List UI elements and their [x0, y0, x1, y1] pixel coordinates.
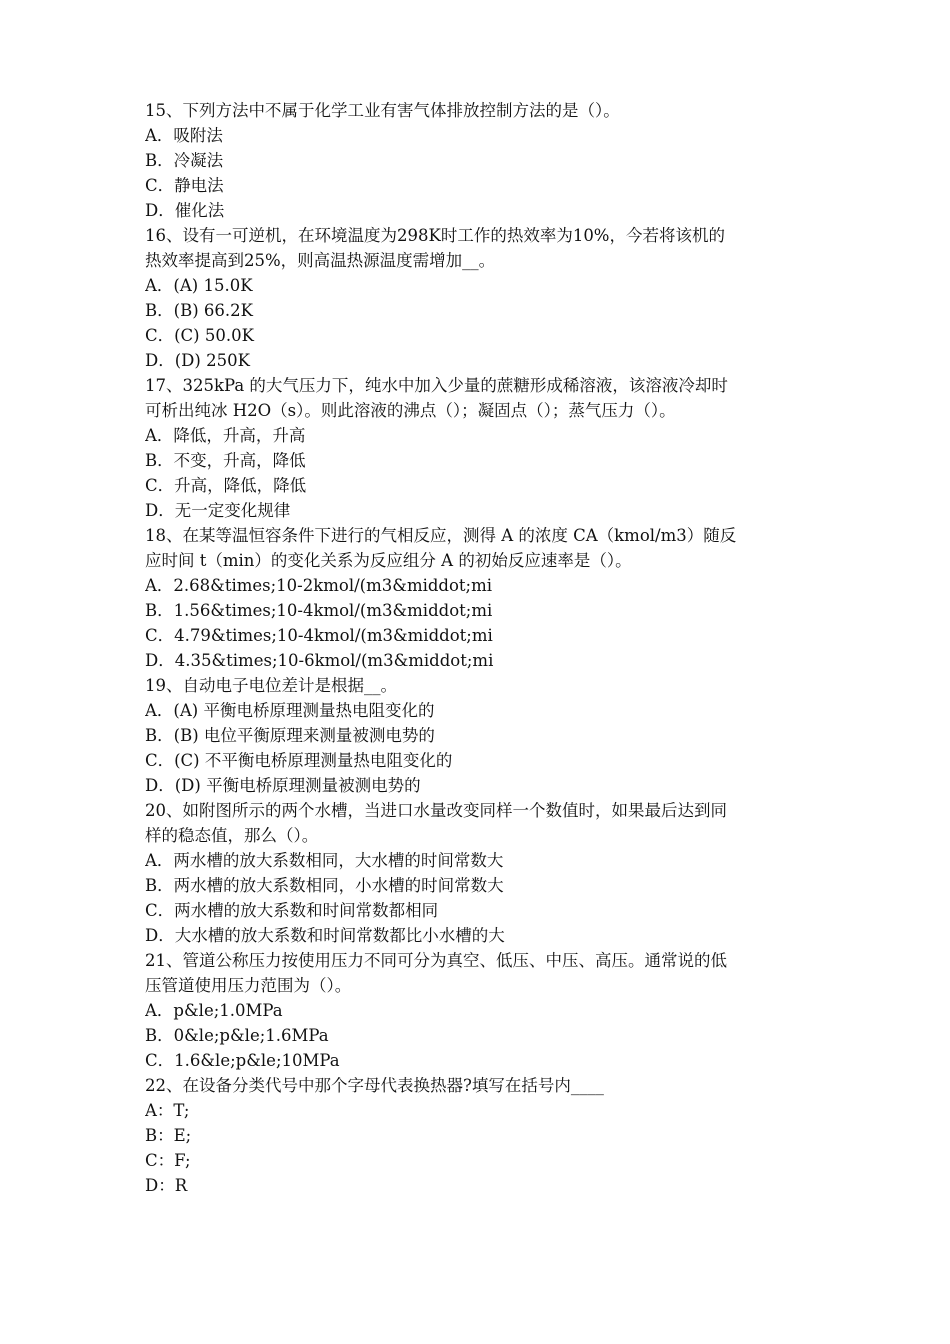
text-line: B：E;	[145, 1126, 192, 1145]
text-line: 样的稳态值，那么（）。	[145, 826, 319, 845]
text-line: D．无一定变化规律	[145, 501, 291, 520]
text-line: 15、下列方法中不属于化学工业有害气体排放控制方法的是（）。	[145, 101, 620, 120]
text-line: B．冷凝法	[145, 151, 224, 170]
text-line: B．1.56&times;10-4kmol/(m3&middot;mi	[145, 601, 493, 620]
text-line: C．(C) 不平衡电桥原理测量热电阻变化的	[145, 751, 453, 770]
text-line: A．两水槽的放大系数相同，大水槽的时间常数大	[145, 851, 504, 870]
text-line: C．静电法	[145, 176, 224, 195]
text-line: 可析出纯冰 H2O（s）。则此溶液的沸点（）；凝固点（）；蒸气压力（）。	[145, 401, 676, 420]
text-line: D：R	[145, 1176, 188, 1195]
text-line: 22、在设备分类代号中那个字母代表换热器?填写在括号内____	[145, 1076, 604, 1095]
text-line: D．(D) 250K	[145, 351, 250, 370]
text-line: 热效率提高到25%，则高温热源温度需增加__。	[145, 251, 496, 270]
text-line: B．(B) 66.2K	[145, 301, 253, 320]
text-line: 应时间 t（min）的变化关系为反应组分 A 的初始反应速率是（）。	[145, 551, 632, 570]
text-line: D．催化法	[145, 201, 225, 220]
document-body	[145, 98, 820, 1198]
text-line: C．升高，降低，降低	[145, 476, 307, 495]
text-line: 16、设有一可逆机，在环境温度为298K时工作的热效率为10%，今若将该机的	[145, 226, 725, 245]
text-line: A．降低，升高，升高	[145, 426, 306, 445]
text-line: A．(A) 15.0K	[145, 276, 253, 295]
text-line: A．2.68&times;10-2kmol/(m3&middot;mi	[145, 576, 493, 595]
text-line: B．(B) 电位平衡原理来测量被测电势的	[145, 726, 435, 745]
text-line: D．(D) 平衡电桥原理测量被测电势的	[145, 776, 421, 795]
text-line: C．1.6&le;p&le;10MPa	[145, 1051, 340, 1070]
text-line: A．(A) 平衡电桥原理测量热电阻变化的	[145, 701, 435, 720]
text-line: 21、管道公称压力按使用压力不同可分为真空、低压、中压、高压。通常说的低	[145, 951, 727, 970]
text-line: C：F;	[145, 1151, 191, 1170]
text-line: B．0&le;p&le;1.6MPa	[145, 1026, 329, 1045]
text-line: B．不变，升高，降低	[145, 451, 306, 470]
text-line: A．吸附法	[145, 126, 223, 145]
text-line: C．(C) 50.0K	[145, 326, 254, 345]
text-line: B．两水槽的放大系数相同，小水槽的时间常数大	[145, 876, 504, 895]
text-line: D．大水槽的放大系数和时间常数都比小水槽的大	[145, 926, 505, 945]
text-line: A：T;	[145, 1101, 190, 1120]
text-line: 17、325kPa 的大气压力下，纯水中加入少量的蔗糖形成稀溶液，该溶液冷却时	[145, 376, 728, 395]
text-line: 20、如附图所示的两个水槽，当进口水量改变同样一个数值时，如果最后达到同	[145, 801, 727, 820]
text-line: A．p&le;1.0MPa	[145, 1001, 283, 1020]
text-line: 19、自动电子电位差计是根据__。	[145, 676, 397, 695]
text-line: 压管道使用压力范围为（）。	[145, 976, 352, 995]
text-line: D．4.35&times;10-6kmol/(m3&middot;mi	[145, 651, 494, 670]
text-line: 18、在某等温恒容条件下进行的气相反应，测得 A 的浓度 CA（kmol/m3）随反	[145, 526, 737, 545]
text-line: C．两水槽的放大系数和时间常数都相同	[145, 901, 439, 920]
text-line: C．4.79&times;10-4kmol/(m3&middot;mi	[145, 626, 493, 645]
